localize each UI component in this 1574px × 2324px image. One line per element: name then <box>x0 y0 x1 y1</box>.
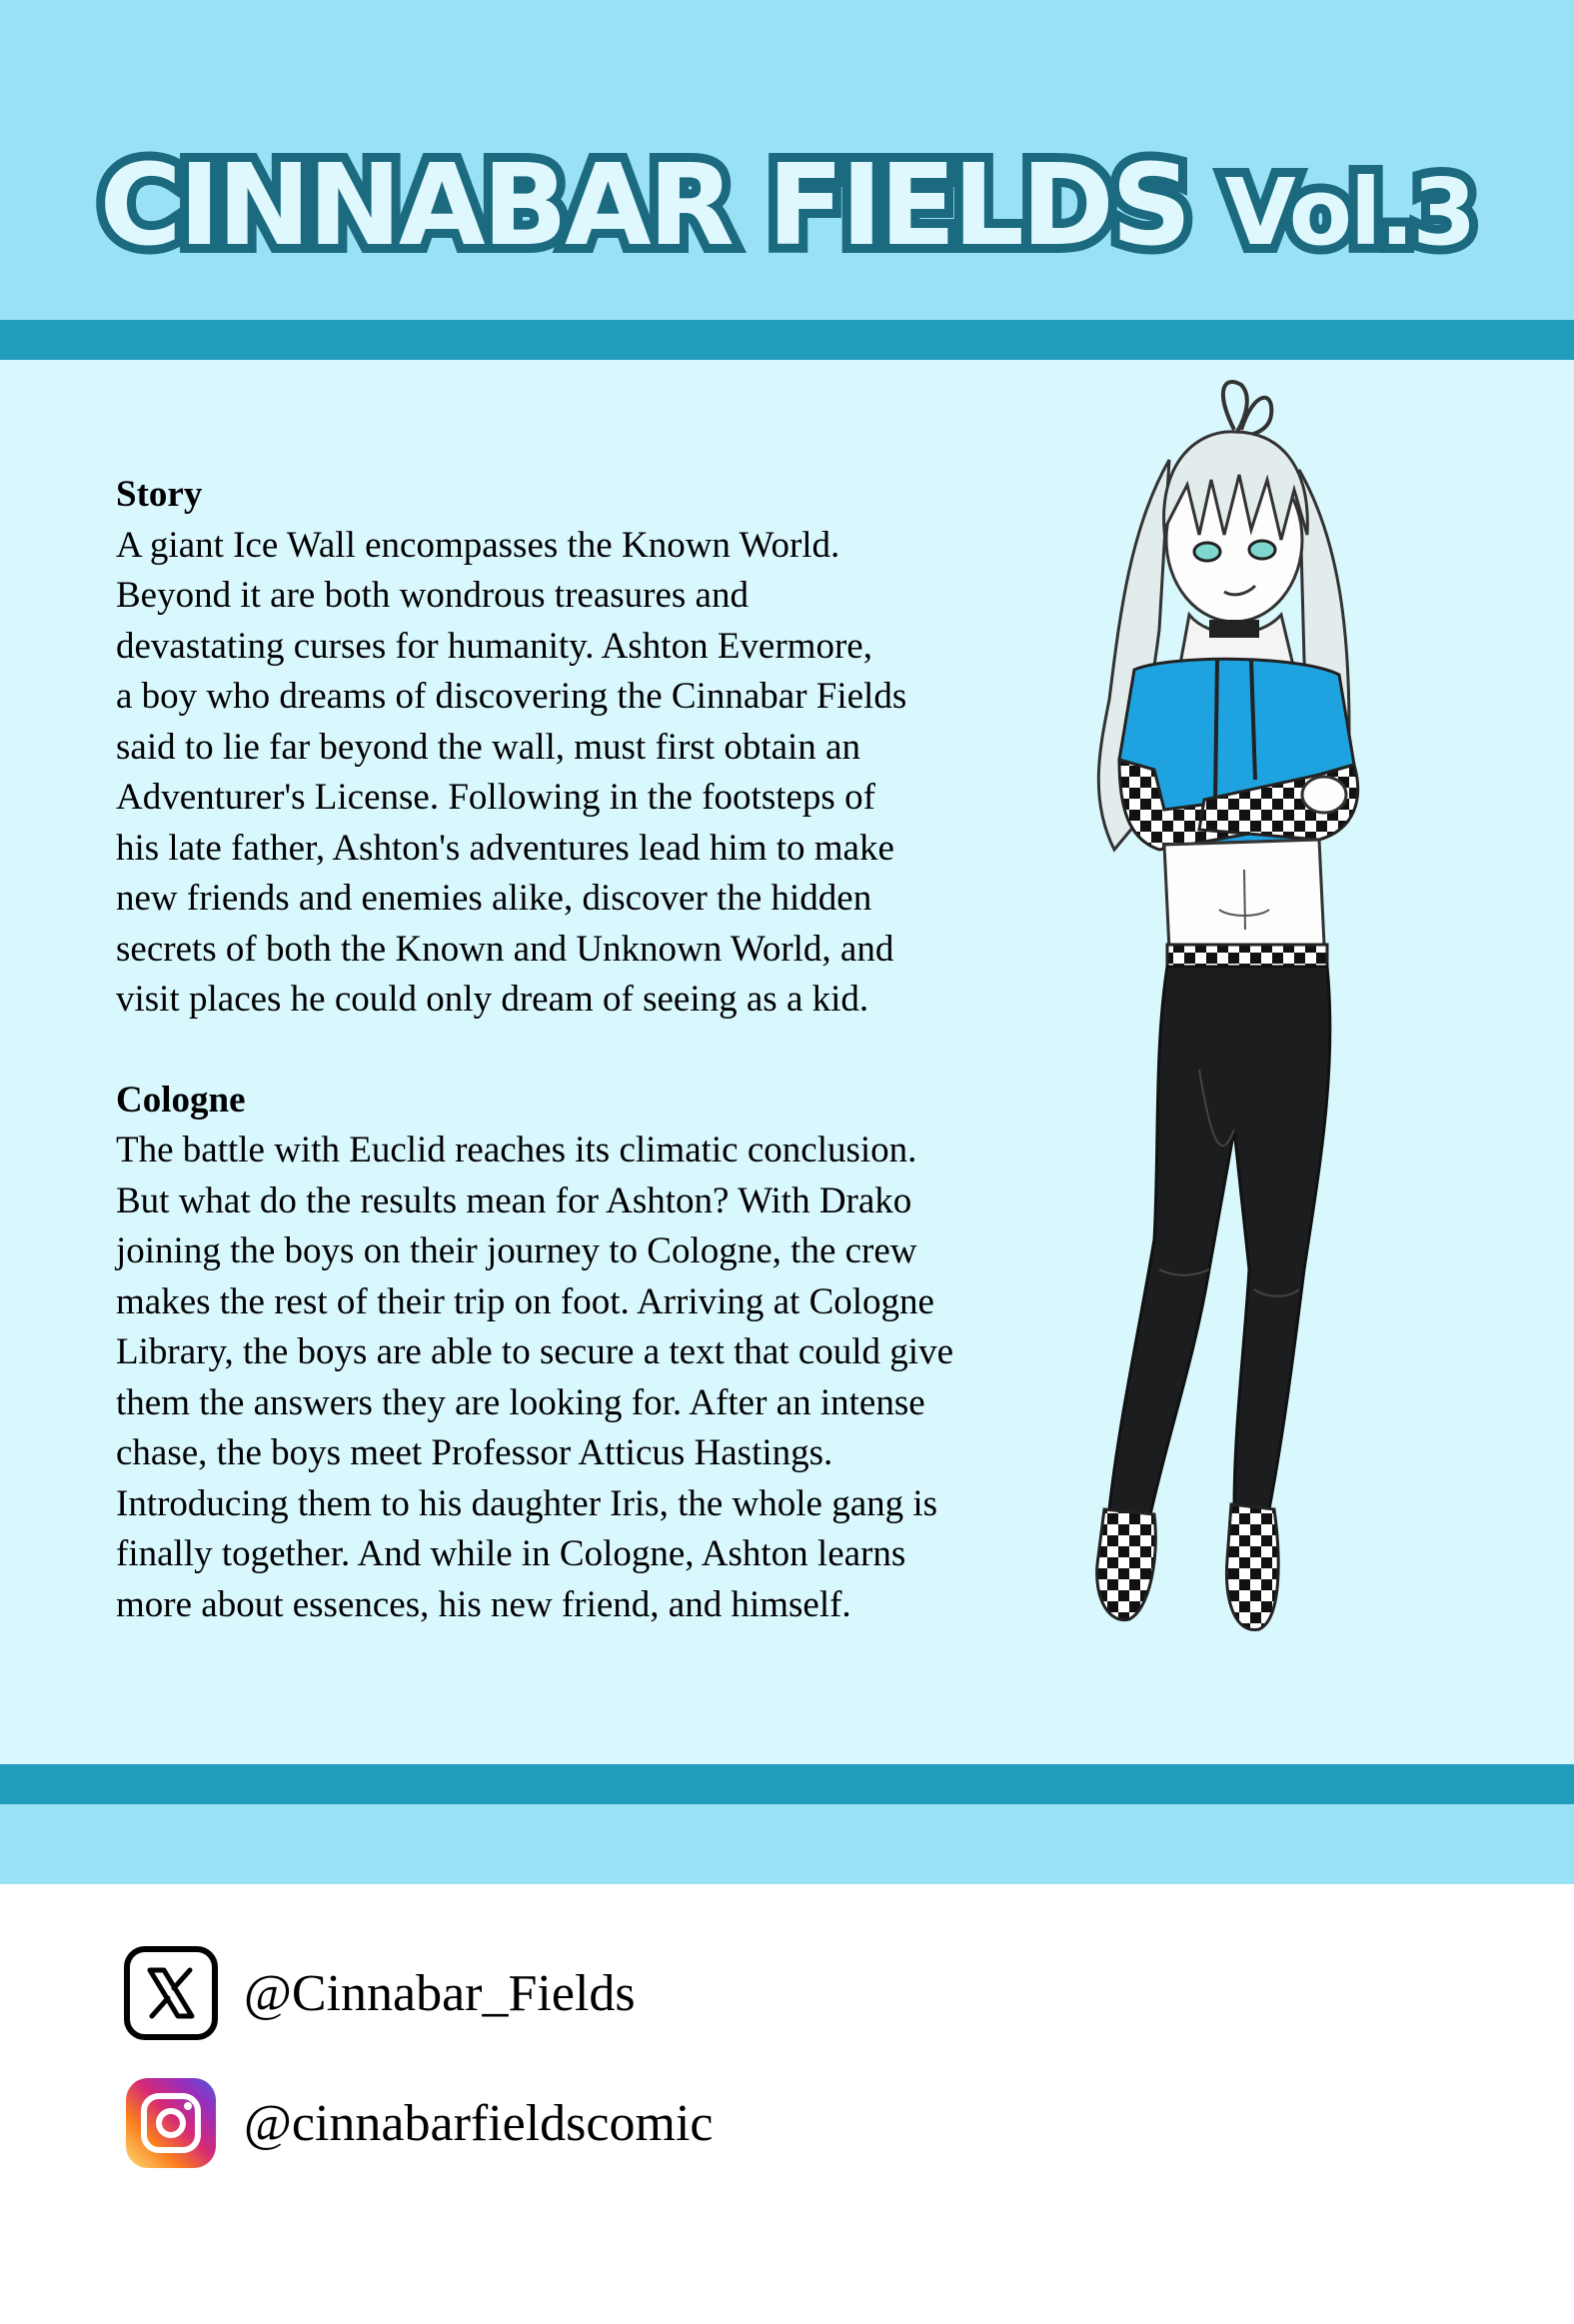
x-handle[interactable]: @Cinnabar_Fields <box>244 1964 636 2022</box>
header-banner <box>0 0 1574 320</box>
story-body: A giant Ice Wall encompasses the Known World. Beyond it are both wondrous treasures and devastating curses for humanity. Ashton Evermore, a boy who dreams of discovering the Cinnabar Fields said to lie far beyond the wall, must first obtain an Adventurer's License. Following in the footsteps of his late father, Ashton's adventures lead him to make new friends and enemies alike, discover the hidden secrets of both the Known and Unknown World, and visit places he could only dream of seeing as a kid. <box>116 524 907 1020</box>
cologne-heading: Cologne <box>116 1079 246 1121</box>
instagram-icon <box>124 2076 218 2170</box>
footer-strip <box>0 1804 1574 1884</box>
social-x-row[interactable] <box>124 1945 636 2041</box>
synopsis-column <box>116 470 1095 1630</box>
story-heading: Story <box>116 474 203 515</box>
character-illustration <box>1019 370 1439 1759</box>
bottom-divider-band <box>0 1764 1574 1804</box>
title-text: CINNABAR FIELDS <box>99 141 1189 271</box>
cologne-body: The battle with Euclid reaches its climatic conclusion. But what do the results mean for Ashton? With Drako joining the boys on their journey to Cologne, the crew makes the rest of their trip on foot. Arriving at Cologne Library, the boys are able to secure a text that could give them the answers they are looking for. After an intense chase, the boys meet Professor Atticus Hastings. Introducing them to his daughter Iris, the whole gang is finally together. And while in Cologne, Ashton learns more about essences, his new friend, and himself. <box>116 1130 953 1625</box>
top-divider-band <box>0 320 1574 360</box>
page-title <box>0 141 1574 271</box>
volume-label: Vol.3 <box>1224 159 1475 266</box>
x-logo-icon <box>124 1946 218 2040</box>
instagram-handle[interactable]: @cinnabarfieldscomic <box>244 2094 714 2152</box>
social-instagram-row[interactable] <box>124 2075 713 2171</box>
